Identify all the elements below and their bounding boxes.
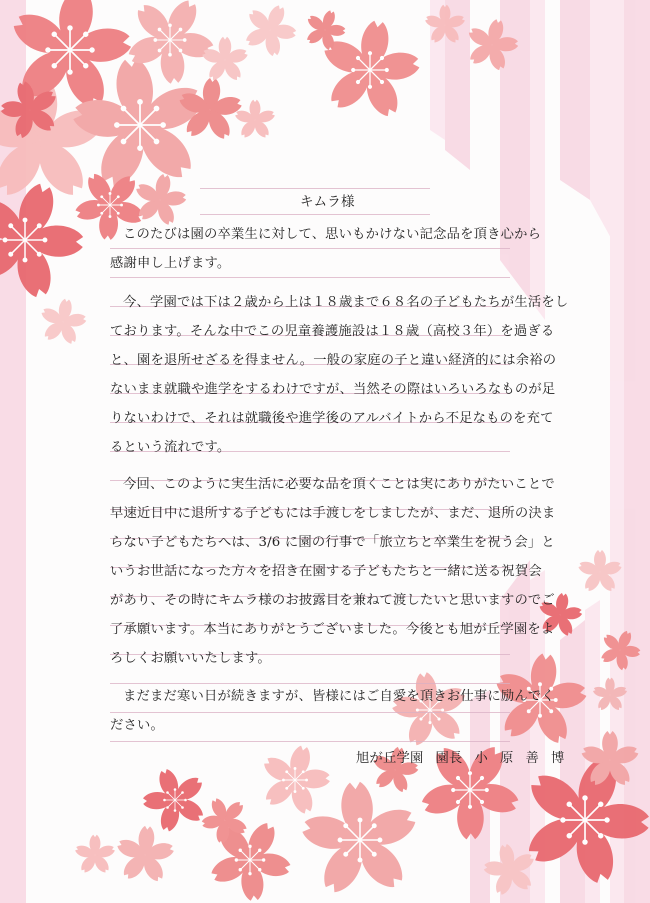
signature-name-char: 原 [499, 751, 514, 766]
signature-title: 園長 [435, 751, 463, 766]
signature-org: 旭が丘学園 [356, 751, 424, 766]
signature-name-char: 博 [550, 751, 565, 766]
letter-line: 早速近日中に退所する子どもには手渡しをしましたが、まだ、退所の決ま [110, 506, 556, 521]
letter-line: ております。そんな中でこの児童養護施設は１８歳（高校３年）を過ぎる [110, 324, 555, 339]
ruled-line [110, 248, 510, 249]
letter-line: ださい。 [110, 718, 164, 733]
letter-line: と、園を退所せざるを得ません。一般の家庭の子と違い経済的には余裕の [110, 353, 557, 368]
letter-line: まだまだ寒い日が続きますが、皆様にはご自愛を頂きお仕事に励んでく [123, 689, 555, 704]
signature-name-char: 善 [525, 751, 539, 766]
ruled-line [200, 188, 430, 189]
ruled-line [110, 277, 510, 278]
signature-name-char: 小 [474, 751, 488, 766]
letter-line: 了承願います。本当にありがとうございました。今後とも旭が丘学園をよ [110, 622, 555, 637]
ruled-line [110, 683, 510, 684]
letter-line: るという流れです。 [110, 440, 231, 455]
letter-line: らない子どもたちへは、3/6 に園の行事で「旅立ちと卒業生を祝う会」と [110, 535, 555, 550]
letter-line: ろしくお願いいたします。 [110, 651, 271, 666]
ruled-line [110, 741, 510, 742]
ruled-line [200, 214, 430, 215]
letter-line: いうお世話になった方々を招き在園する子どもたちと一緒に送る祝賀会 [110, 564, 542, 579]
letter-line: りないわけで、それは就職後や進学後のアルバイトから不足なものを充て [110, 411, 554, 426]
letter-line: このたびは園の卒業生に対して、思いもかけない記念品を頂き心から [123, 227, 542, 242]
letter-line: 今回、このように実生活に必要な品を頂くことは実にありがたいことで [123, 477, 555, 492]
letter-line: 感謝申し上げます。 [110, 256, 231, 271]
ruled-line [110, 712, 510, 713]
signature [356, 750, 564, 767]
salutation: キムラ様 [300, 194, 355, 210]
letter-line: があり、その時にキムラ様のお披露目を兼ねて渡したいと思いますのでご [110, 593, 555, 608]
letter-line: 今、学園では下は２歳から上は１８歳まで６８名の子どもたちが生活をし [123, 295, 569, 310]
letter-line: ないまま就職や進学をするわけですが、当然その際はいろいろなものが足 [110, 382, 556, 397]
